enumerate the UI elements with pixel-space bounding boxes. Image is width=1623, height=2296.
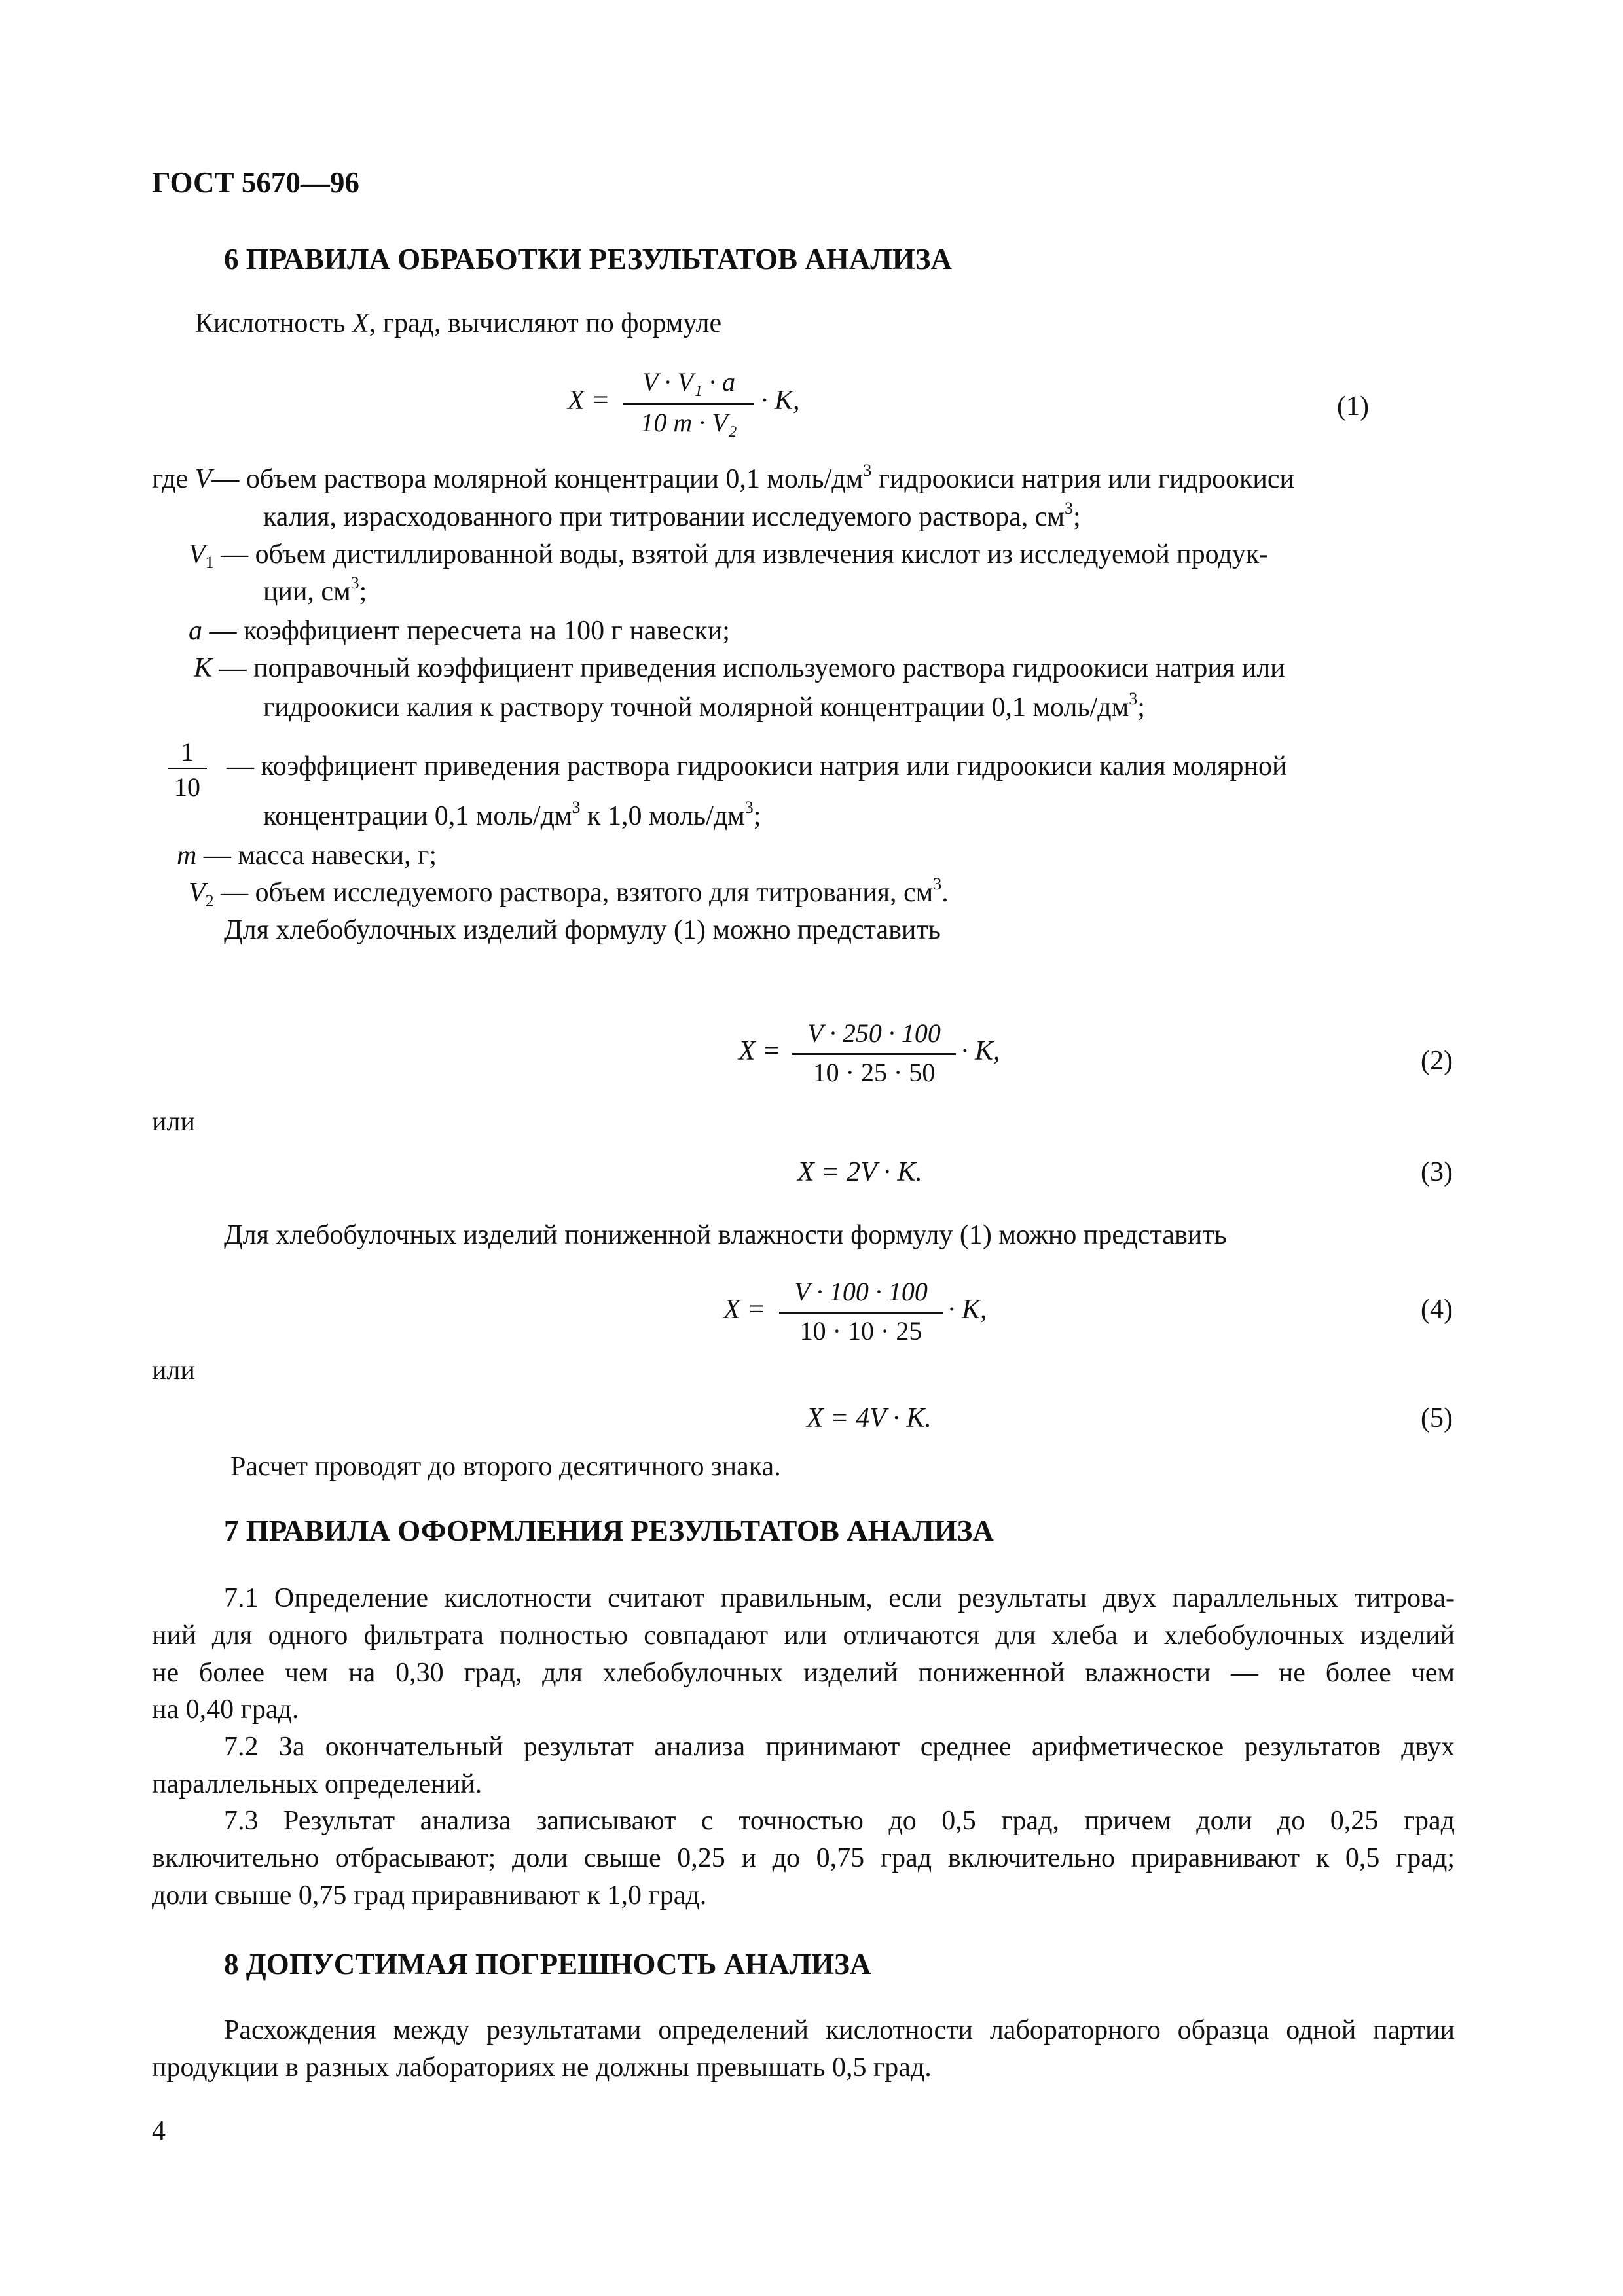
formula-2-denominator: 10 · 25 · 50 xyxy=(812,1058,936,1087)
formula-5: X = 4V · K. xyxy=(807,1403,932,1433)
where-m-line: m — масса навески, г; xyxy=(177,840,437,870)
para-7-2-line-2: параллельных определений. xyxy=(152,1769,483,1799)
formula-4-bar xyxy=(779,1312,943,1314)
where-v-line: где V— объем раствора молярной концентрации 0,1 моль/$дм^3$ гидроокиси натрия или гидроокиси xyxy=(152,461,1294,494)
para-7-1-line-3: не более чем на 0,30 град, для хлебобулочных изделий пониженной влажности — не более чем xyxy=(152,1658,1455,1688)
where-k-line: K — поправочный коэффициент приведения используемого раствора гидроокиси натрия или xyxy=(194,653,1285,683)
formula-4-denominator: 10 · 10 · 25 xyxy=(799,1316,922,1346)
para-7-1-line-4: на 0,40 град. xyxy=(152,1695,299,1725)
or-text-1: или xyxy=(152,1107,195,1137)
document-code: ГОСТ 5670—96 xyxy=(152,166,359,199)
formula-2-number: (2) xyxy=(1421,1046,1453,1076)
where-v1-cont: ции, $см^3$; xyxy=(263,573,367,607)
where-a-line: a — коэффициент пересчета на 100 г навески; xyxy=(189,616,730,646)
para-7-3-line-2: включительно отбрасывают; доли свыше 0,25 и до 0,75 град включительно приравнивают к 0,5 град; xyxy=(152,1843,1455,1873)
formula-4-numerator: V · 100 · 100 xyxy=(794,1277,928,1306)
calculation-precision-note: Расчет проводят до второго десятичного знака. xyxy=(230,1452,781,1482)
formula-4-number: (4) xyxy=(1421,1295,1453,1325)
para-7-3-line-3: доли свыше 0,75 град приравнивают к 1,0 град. xyxy=(152,1880,707,1910)
section-7-title: 7 ПРАВИЛА ОФОРМЛЕНИЯ РЕЗУЛЬТАТОВ АНАЛИЗА xyxy=(224,1515,994,1547)
low-moisture-formula-text: Для хлебобулочных изделий пониженной влажности формулу (1) можно представить xyxy=(224,1220,1227,1250)
section-6-title: 6 ПРАВИЛА ОБРАБОТКИ РЕЗУЛЬТАТОВ АНАЛИЗА xyxy=(224,243,953,276)
formula-2-fraction xyxy=(792,1018,956,1090)
formula-4-rhs: · K, xyxy=(948,1295,987,1325)
formula-3: X = 2V · K. xyxy=(797,1157,922,1187)
para-8-line-1: Расхождения между результатами определений кислотности лабораторного образца одной партии xyxy=(224,2015,1455,2045)
where-fraction-symbol xyxy=(168,736,207,802)
formula-1-denominator: 10 m · V₂ xyxy=(640,408,737,437)
where-v1-line: $V_1$ — объем дистиллированной воды, взятой для извлечения кислот из исследуемой продук- xyxy=(189,539,1269,572)
formula-1-bar xyxy=(623,403,754,405)
section-8-title: 8 ДОПУСТИМАЯ ПОГРЕШНОСТЬ АНАЛИЗА xyxy=(224,1948,871,1981)
formula-4-lhs: X = xyxy=(723,1295,766,1325)
para-7-3-line-1: 7.3 Результат анализа записывают с точностью до 0,5 град, причем доли до 0,25 град xyxy=(224,1806,1455,1836)
para-7-2-line-1: 7.2 За окончательный результат анализа принимают среднее арифметическое результатов двух xyxy=(224,1732,1455,1762)
where-frac-cont: концентрации 0,1 моль/$дм^3$ к 1,0 моль/$дм^3$; xyxy=(263,798,761,831)
bakery-formula-text: Для хлебобулочных изделий формулу (1) можно представить xyxy=(224,915,941,945)
formula-1-numerator: V · V₁ · a xyxy=(642,367,736,397)
formula-2-lhs: X = xyxy=(739,1036,781,1066)
formula-1-lhs: X = xyxy=(568,386,610,416)
para-7-1-line-1: 7.1 Определение кислотности считают правильным, если результаты двух параллельных титрова- xyxy=(224,1583,1455,1613)
where-fraction-bar xyxy=(168,768,207,769)
formula-3-number: (3) xyxy=(1421,1157,1453,1187)
formula-1-number: (1) xyxy=(1337,391,1369,422)
formula-1-rhs: · K, xyxy=(761,386,800,416)
where-fraction-numerator: 1 xyxy=(181,737,194,766)
formula-2-rhs: · K, xyxy=(961,1036,1000,1066)
where-v-cont: калия, израсходованного при титровании исследуемого раствора, $см^3$; xyxy=(263,499,1081,532)
or-text-2: или xyxy=(152,1355,195,1386)
formula-2-bar xyxy=(792,1053,956,1055)
formula-5-number: (5) xyxy=(1421,1403,1453,1433)
page-number: 4 xyxy=(152,2116,166,2146)
where-k-cont: гидроокиси калия к раствору точной молярной концентрации 0,1 моль/$дм^3$; xyxy=(263,689,1145,723)
formula-4-fraction xyxy=(779,1276,943,1348)
where-frac-line: — коэффициент приведения раствора гидроокиси натрия или гидроокиси калия молярной xyxy=(227,751,1287,781)
formula-1-fraction xyxy=(623,367,754,440)
section-6-intro: Кислотность X, град, вычисляют по формуле xyxy=(195,308,722,338)
para-7-1-line-2: ний для одного фильтрата полностью совпадают или отличаются для хлеба и хлебобулочных изделий xyxy=(152,1621,1455,1651)
where-v2-line: $V_2$ — объем исследуемого раствора, взятого для титрования, $см^3$. xyxy=(189,874,949,910)
where-fraction-denominator: 10 xyxy=(174,772,200,802)
formula-2-numerator: V · 250 · 100 xyxy=(807,1018,941,1048)
para-8-line-2: продукции в разных лабораториях не должны превышать 0,5 град. xyxy=(152,2053,932,2083)
